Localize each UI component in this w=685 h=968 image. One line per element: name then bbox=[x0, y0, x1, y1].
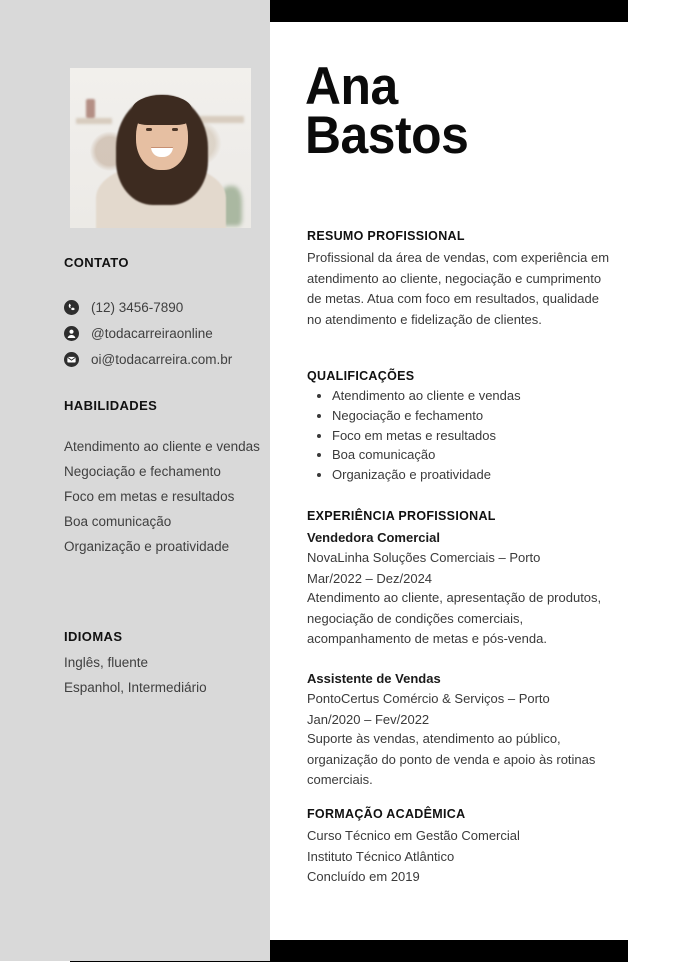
languages-list bbox=[64, 650, 260, 700]
job-title: Assistente de Vendas bbox=[307, 671, 441, 686]
education-institution: Instituto Técnico Atlântico bbox=[307, 848, 455, 864]
qualification-item: • Organização e proatividade bbox=[332, 465, 642, 485]
education-details bbox=[307, 826, 615, 888]
skill-item: Organização e proatividade bbox=[64, 539, 230, 554]
job-period: Mar/2022 – Dez/2024 bbox=[307, 570, 433, 586]
experience-heading: EXPERIÊNCIA PROFISSIONAL bbox=[307, 509, 496, 523]
qualification-item: • Atendimento ao cliente e vendas bbox=[332, 386, 642, 406]
contact-social-value: @todacarreiraonline bbox=[91, 325, 213, 341]
profile-photo bbox=[70, 68, 251, 228]
page-title bbox=[305, 57, 606, 166]
language-item: Espanhol, Intermediário bbox=[64, 680, 207, 695]
skills-list bbox=[64, 434, 260, 559]
contact-item-social[interactable] bbox=[64, 322, 264, 344]
education-course: Curso Técnico em Gestão Comercial bbox=[307, 828, 520, 843]
education-completion: Concluído em 2019 bbox=[307, 869, 420, 884]
photo-eye-right bbox=[172, 128, 178, 131]
contact-email-value: oi@todacarreira.com.br bbox=[91, 351, 233, 367]
job-company: NovaLinha Soluções Comerciais – Porto bbox=[307, 550, 541, 565]
envelope-icon bbox=[64, 352, 79, 367]
last-name: Bastos bbox=[305, 106, 469, 166]
photo-jar bbox=[86, 99, 95, 118]
contact-phone-value: (12) 3456-7890 bbox=[91, 299, 184, 315]
job-title: Vendedora Comercial bbox=[307, 530, 440, 545]
person-icon bbox=[64, 326, 79, 341]
photo-shelf-right bbox=[198, 116, 244, 123]
qualification-item: • Foco em metas e resultados bbox=[332, 426, 642, 446]
summary-heading: RESUMO PROFISSIONAL bbox=[307, 229, 465, 243]
language-item: Inglês, fluente bbox=[64, 655, 149, 670]
qualification-item: • Negociação e fechamento bbox=[332, 406, 642, 426]
first-name: Ana bbox=[305, 57, 398, 116]
skill-item: Foco em metas e resultados bbox=[64, 489, 235, 504]
job-description: Atendimento ao cliente, apresentação de produtos, negociação de condições comerciais, acompanhamento de metas e pós-venda. bbox=[307, 590, 602, 646]
qualification-item: • Boa comunicação bbox=[332, 445, 642, 465]
job-meta bbox=[307, 689, 615, 730]
languages-heading: IDIOMAS bbox=[64, 629, 123, 644]
job-description: Suporte às vendas, atendimento ao público, organização do ponto de venda e apoio às rotinas comerciais. bbox=[307, 731, 596, 787]
skill-item: Boa comunicação bbox=[64, 514, 172, 529]
contact-heading: CONTATO bbox=[64, 255, 129, 270]
photo-eye-left bbox=[146, 128, 152, 131]
education-heading: FORMAÇÃO ACADÊMICA bbox=[307, 807, 466, 821]
job-meta bbox=[307, 548, 615, 589]
job-company: PontoCertus Comércio & Serviços – Porto bbox=[307, 691, 550, 706]
photo-hair-top bbox=[132, 95, 192, 125]
qualifications-list bbox=[307, 386, 642, 485]
contact-item-phone[interactable] bbox=[64, 296, 264, 318]
summary-text: Profissional da área de vendas, com experiência em atendimento ao cliente, negociação e cumprimento de metas. Atua com foco em resultados, qualidade no atendimento e fidelização de clientes. bbox=[307, 250, 610, 327]
contact-item-email[interactable] bbox=[64, 348, 264, 370]
skill-item: Atendimento ao cliente e vendas bbox=[64, 439, 260, 454]
job-period: Jan/2020 – Fev/2022 bbox=[307, 711, 430, 727]
qualifications-heading: QUALIFICAÇÕES bbox=[307, 369, 415, 383]
phone-icon bbox=[64, 300, 79, 315]
photo-shelf-left bbox=[76, 118, 112, 124]
contact-list bbox=[64, 296, 264, 374]
skill-item: Negociação e fechamento bbox=[64, 464, 221, 479]
skills-heading: HABILIDADES bbox=[64, 398, 158, 413]
